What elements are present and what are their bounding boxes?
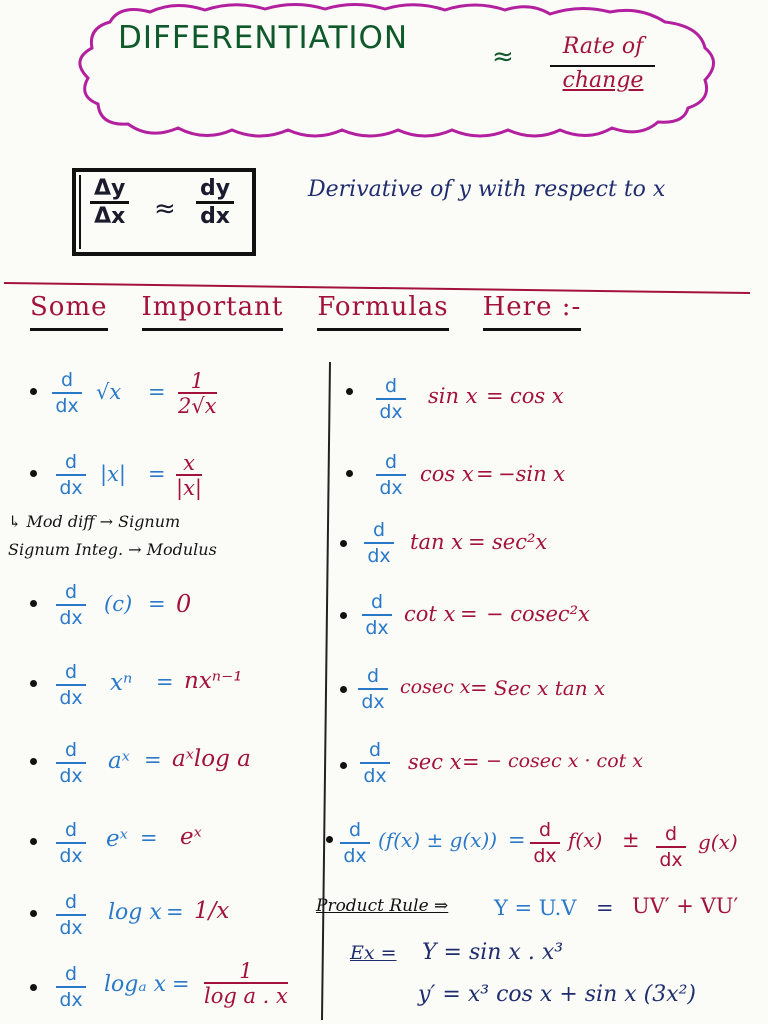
formula-lhs: xⁿ (110, 670, 133, 696)
formula-equals: = (468, 530, 486, 554)
modulus-note-line-2: Signum Integ. → Modulus (8, 540, 217, 559)
formula-lhs: aˣ (108, 748, 130, 774)
section-heading (30, 292, 615, 331)
formula-lhs: sec x (408, 750, 462, 774)
ddx-operator: d dx (56, 450, 86, 500)
formula-rhs: $\frac{1}{2√x}$ (178, 369, 217, 418)
formula-equals: = (144, 748, 162, 772)
formula-lhs: sin x (428, 384, 478, 408)
definition-box (72, 168, 256, 256)
formula-lhs: |x| (100, 462, 126, 486)
product-rule-result: UV′ + VU′ (632, 894, 739, 918)
formula-equals: = (476, 462, 494, 486)
formula-lhs: cosec x (400, 676, 471, 698)
modulus-note-line-1: ↳ Mod diff → Signum (8, 512, 181, 531)
bullet (340, 686, 347, 693)
bullet (340, 612, 347, 619)
formula-lhs: eˣ (106, 826, 128, 852)
formula-equals: = (166, 900, 184, 924)
formula-equals: = (172, 972, 190, 996)
formula-lhs: √x (96, 380, 122, 404)
bullet (30, 758, 37, 765)
ddx-operator: d dx (56, 962, 86, 1012)
sum-rule-f: f(x) (568, 828, 603, 852)
formula-lhs: logₐ x (104, 972, 167, 997)
heading-word-3: Formulas (317, 292, 448, 331)
ddx-operator-g: d dx (656, 822, 686, 872)
ddx-operator: d dx (56, 818, 86, 868)
formula-equals: = (460, 602, 478, 626)
formula-equals: = (156, 670, 174, 694)
bullet (346, 470, 353, 477)
formula-rhs: − cosec x · cot x (486, 750, 644, 772)
formula-rhs: 0 (176, 590, 192, 618)
bullet (326, 836, 333, 843)
product-rule-equals: = (596, 896, 614, 920)
dy: dy (196, 176, 234, 204)
formula-rhs: sec²x (492, 530, 548, 554)
bullet (346, 388, 353, 395)
formula-rhs: − cosec²x (486, 602, 590, 626)
formula-equals: = (486, 384, 504, 408)
formula-equals: = (148, 592, 166, 616)
ddx-operator: d dx (52, 368, 82, 418)
formula-lhs: (f(x) ± g(x)) (378, 828, 498, 852)
sum-rule-pm: ± (622, 828, 640, 852)
formula-lhs: cot x (404, 602, 456, 626)
sum-rule-g: g(x) (698, 830, 738, 854)
example-line-2: y′ = x³ cos x + sin x (3x²) (418, 982, 697, 1007)
bullet (30, 600, 37, 607)
dx: dx (200, 204, 231, 229)
ddx-operator: d dx (376, 450, 406, 500)
formula-rhs: cos x (510, 384, 564, 408)
ddx-operator: d dx (56, 580, 86, 630)
title-subtitle (543, 30, 663, 98)
ddx-operator-f: d dx (530, 818, 560, 868)
delta-y: Δy (90, 176, 129, 204)
derivative-fraction (196, 176, 234, 229)
bullet (30, 838, 37, 845)
bullet (30, 470, 37, 477)
formula-equals: = (148, 462, 166, 486)
bullet (30, 388, 37, 395)
heading-word-4: Here :- (483, 292, 582, 331)
formula-rhs: nxⁿ⁻¹ (184, 668, 243, 694)
bullet (30, 680, 37, 687)
bullet (340, 762, 347, 769)
formula-equals: = (508, 828, 526, 852)
formula-rhs: 1/x (194, 898, 230, 924)
formula-lhs: (c) (104, 592, 133, 616)
derivative-description: Derivative of y with respect to x (308, 177, 666, 202)
ddx-operator: d dx (360, 738, 390, 788)
subtitle-line-2: change (562, 68, 644, 93)
ddx-operator: d dx (358, 664, 388, 714)
page-title: DIFFERENTIATION (118, 20, 409, 56)
example-label: Ex = (350, 942, 397, 964)
ddx-operator: d dx (376, 374, 406, 424)
product-rule-statement: Y = U.V (494, 896, 577, 920)
ddx-operator: d dx (364, 518, 394, 568)
bullet (340, 540, 347, 547)
formula-rhs: $\frac{x}{|x|}$ (176, 451, 202, 500)
formula-rhs: $\frac{1}{\text{log a . x}}$ (204, 959, 288, 1008)
formula-rhs: Sec x tan x (494, 676, 606, 700)
subtitle-line-1: Rate of (562, 34, 644, 59)
definition-approx: ≈ (154, 194, 176, 224)
heading-word-2: Important (142, 292, 284, 331)
product-rule-label: Product Rule ⇒ (316, 896, 449, 916)
ddx-operator: d dx (340, 818, 370, 868)
formula-rhs: eˣ (180, 824, 202, 850)
formula-equals: = (470, 676, 488, 700)
ddx-operator: d dx (56, 738, 86, 788)
formula-equals: = (140, 826, 158, 850)
ddx-operator: d dx (56, 660, 86, 710)
heading-word-1: Some (30, 292, 108, 331)
column-divider (322, 362, 330, 1020)
delta-fraction (90, 176, 129, 229)
bullet (30, 984, 37, 991)
title-approx-symbol: ≈ (492, 42, 514, 72)
formula-rhs: aˣlog a (172, 746, 251, 772)
ddx-operator: d dx (56, 890, 86, 940)
formula-equals: = (148, 380, 166, 404)
ddx-operator: d dx (362, 590, 392, 640)
example-line-1: Y = sin x . x³ (422, 940, 564, 965)
formula-rhs: −sin x (498, 462, 566, 486)
formula-equals: = (462, 750, 480, 774)
bullet (30, 910, 37, 917)
delta-x: Δx (94, 204, 126, 229)
formula-lhs: tan x (410, 530, 464, 554)
formula-lhs: log x (108, 900, 162, 925)
formula-lhs: cos x (420, 462, 474, 486)
